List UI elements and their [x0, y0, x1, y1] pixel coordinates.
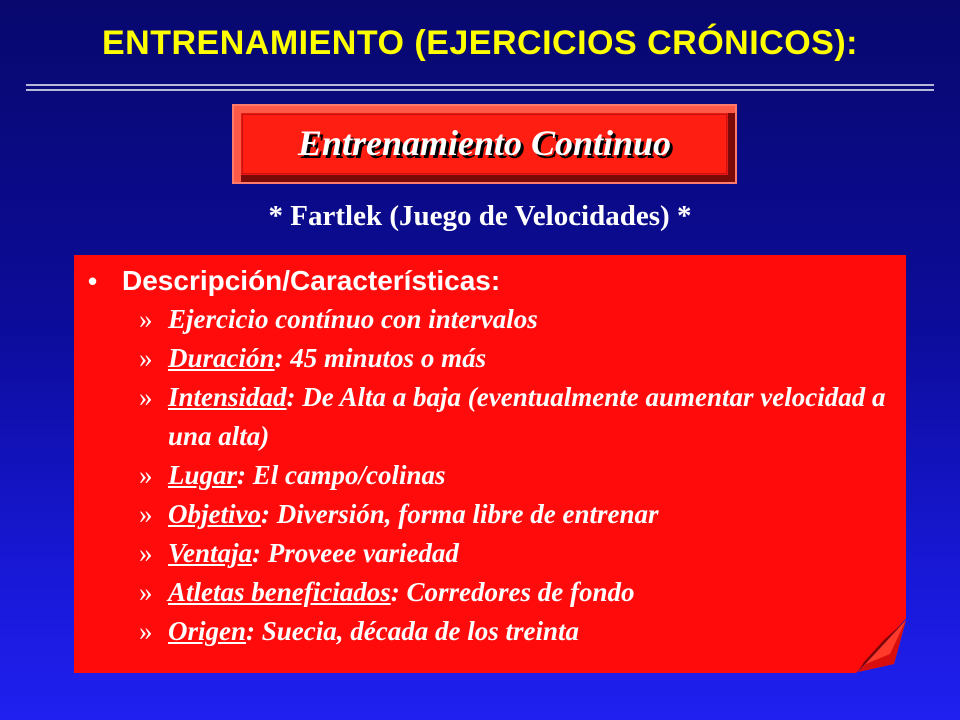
item-key: Duración — [168, 343, 275, 373]
list-item — [88, 456, 888, 495]
item-marker-icon: » — [139, 616, 153, 646]
item-text: : Suecia, década de los treinta — [246, 616, 579, 646]
item-key: Origen — [168, 616, 247, 646]
list-item — [88, 300, 888, 339]
item-marker-icon: » — [139, 304, 153, 334]
slide-title: ENTRENAMIENTO (EJERCICIOS CRÓNICOS): — [102, 24, 858, 62]
title-divider-line — [26, 84, 934, 86]
content-list — [88, 262, 888, 651]
item-text: : Diversión, forma libre de entrenar — [260, 499, 659, 529]
list-item — [88, 612, 888, 651]
item-text: : 45 minutos o más — [274, 343, 487, 373]
item-marker-icon: » — [139, 460, 153, 490]
list-item — [88, 339, 888, 378]
bullet-icon: • — [88, 265, 98, 296]
item-marker-icon: » — [139, 499, 153, 529]
list-item — [88, 495, 888, 534]
item-text: : El campo/colinas — [237, 460, 446, 490]
list-item — [88, 534, 888, 573]
item-key: Objetivo — [168, 499, 261, 529]
list-heading — [88, 262, 888, 300]
item-marker-icon: » — [139, 538, 153, 568]
list-heading-label: Descripción/Características: — [122, 265, 501, 296]
title-divider-line — [26, 89, 934, 91]
item-key: Lugar — [168, 460, 238, 490]
list-item — [88, 378, 888, 456]
item-text: Ejercicio contínuo con intervalos — [168, 304, 538, 334]
subtitle: * Fartlek (Juego de Velocidades) * — [268, 200, 692, 232]
item-marker-icon: » — [139, 343, 153, 373]
item-key: Atletas beneficiados — [168, 577, 391, 607]
list-items — [88, 300, 888, 651]
item-marker-icon: » — [139, 382, 153, 412]
list-item — [88, 573, 888, 612]
section-box — [232, 104, 737, 184]
item-marker-icon: » — [139, 577, 153, 607]
item-text: : De Alta a baja (eventualmente aumentar velocidad a una alta) — [168, 382, 886, 451]
section-box-label: Entrenamiento Continuo — [297, 123, 672, 163]
item-text: : Proveee variedad — [252, 538, 459, 568]
item-key: Intensidad — [168, 382, 287, 412]
item-key: Ventaja — [168, 538, 253, 568]
item-text: : Corredores de fondo — [390, 577, 635, 607]
